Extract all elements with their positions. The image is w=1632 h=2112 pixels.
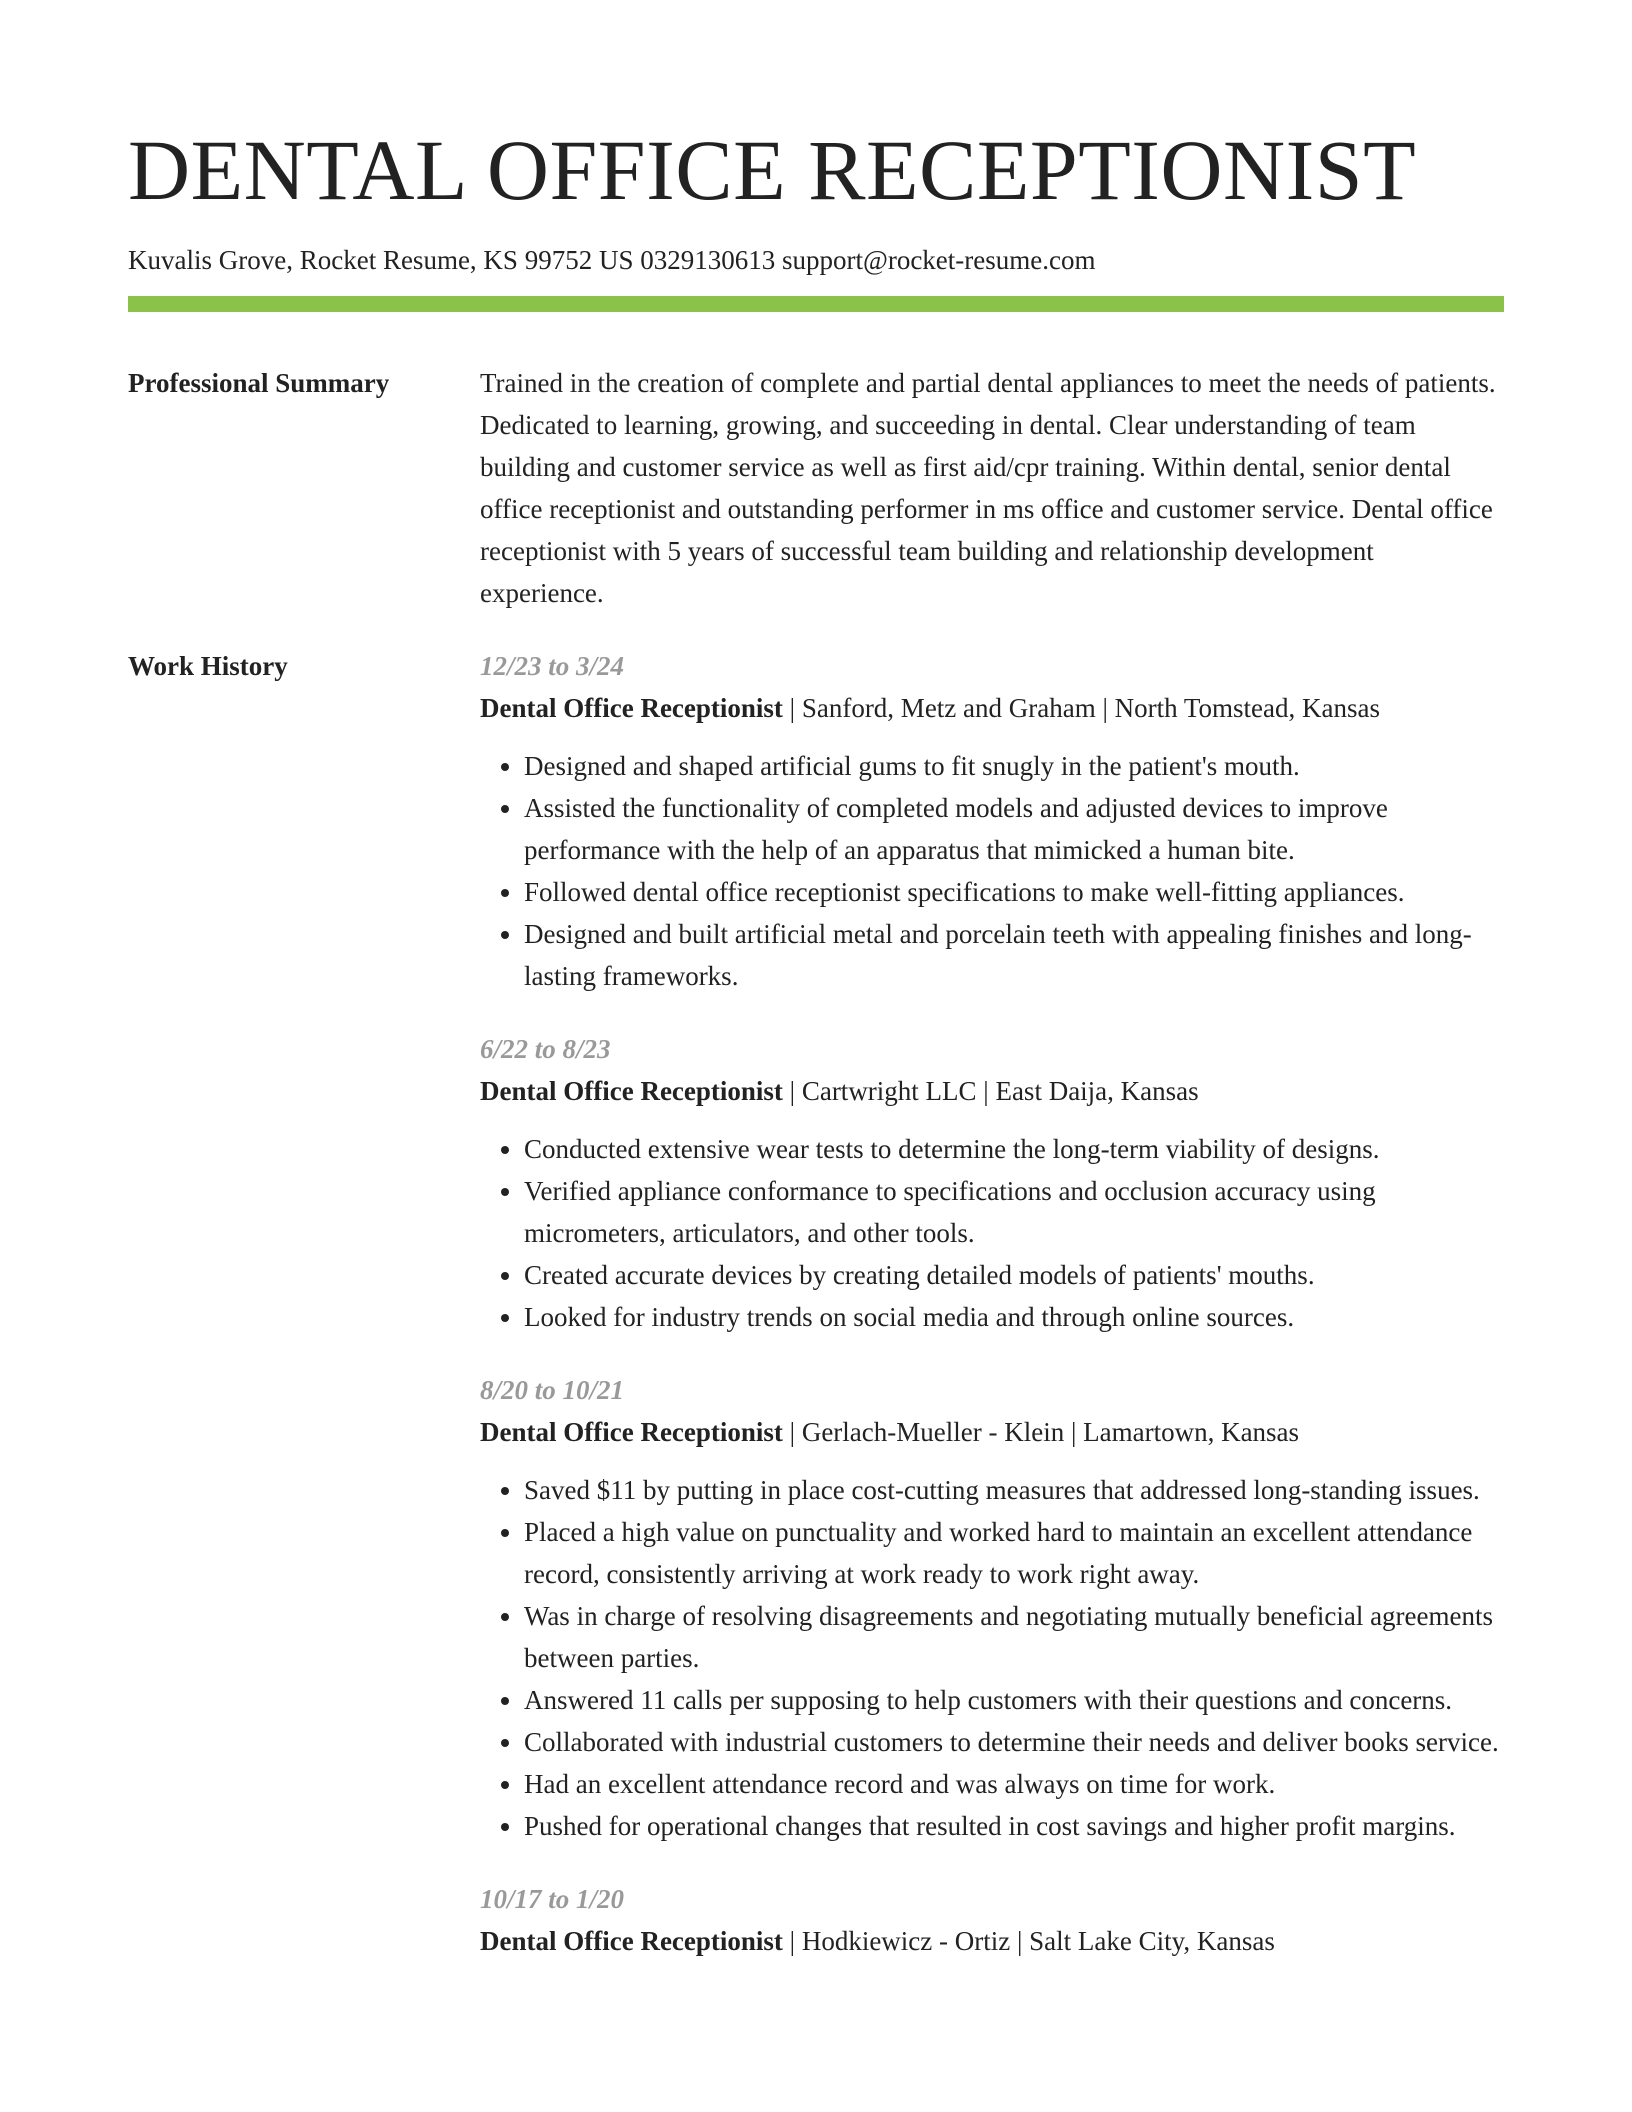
work-history-heading: Work History [128, 651, 288, 681]
job-entry [480, 645, 1504, 997]
job-bullet: • Followed dental office receptionist specifications to make well-fitting appliances. [524, 871, 1504, 913]
job-bullet: • Designed and shaped artificial gums to fit snugly in the patient's mouth. [524, 745, 1504, 787]
summary-body [480, 362, 1504, 614]
job-bullets [480, 745, 1504, 997]
summary-section [128, 362, 1504, 614]
job-bullets [480, 1469, 1504, 1847]
job-bullet: • Conducted extensive wear tests to determine the long-term viability of designs. [524, 1128, 1504, 1170]
contact-phone: 0329130613 [640, 245, 776, 275]
resume-title: DENTAL OFFICE RECEPTIONIST [128, 122, 1417, 218]
job-bullet: • Placed a high value on punctuality and worked hard to maintain an excellent attendance record, consistently arriving at work ready to work right away. [524, 1511, 1504, 1595]
job-bullet: • Was in charge of resolving disagreements and negotiating mutually beneficial agreements between parties. [524, 1595, 1504, 1679]
job-entry [480, 1878, 1504, 1962]
summary-heading: Professional Summary [128, 368, 390, 398]
job-title: Dental Office Receptionist [480, 1076, 783, 1106]
job-details: | Cartwright LLC | East Daija, Kansas [782, 1076, 1199, 1106]
job-bullet: • Had an excellent attendance record and was always on time for work. [524, 1763, 1504, 1805]
job-details: | Hodkiewicz - Ortiz | Salt Lake City, Kansas [782, 1926, 1275, 1956]
job-heading [480, 687, 1504, 729]
job-dates: 8/20 to 10/21 [480, 1375, 625, 1405]
job-dates: 10/17 to 1/20 [480, 1884, 625, 1914]
job-details: | Gerlach-Mueller - Klein | Lamartown, Kansas [782, 1417, 1300, 1447]
work-history-body [480, 645, 1504, 1993]
job-bullet: • Verified appliance conformance to specifications and occlusion accuracy using micrometers, articulators, and other tools. [524, 1170, 1504, 1254]
job-bullet: • Collaborated with industrial customers to determine their needs and deliver books service. [524, 1721, 1504, 1763]
job-dates: 12/23 to 3/24 [480, 651, 625, 681]
contact-email: support@rocket-resume.com [781, 245, 1096, 275]
job-entry [480, 1028, 1504, 1338]
job-details: | Sanford, Metz and Graham | North Tomstead, Kansas [782, 693, 1380, 723]
job-heading [480, 1411, 1504, 1453]
job-dates: 6/22 to 8/23 [480, 1034, 611, 1064]
job-bullet: • Designed and built artificial metal and porcelain teeth with appealing finishes and long-lasting frameworks. [524, 913, 1504, 997]
job-bullet: • Looked for industry trends on social media and through online sources. [524, 1296, 1504, 1338]
job-heading [480, 1070, 1504, 1112]
job-bullet: • Answered 11 calls per supposing to help customers with their questions and concerns. [524, 1679, 1504, 1721]
job-title: Dental Office Receptionist [480, 1926, 783, 1956]
contact-address: Kuvalis Grove, Rocket Resume, KS 99752 US [128, 245, 634, 275]
job-bullet: • Saved $11 by putting in place cost-cutting measures that addressed long-standing issues. [524, 1469, 1504, 1511]
contact-line [128, 242, 1504, 278]
job-bullet: • Pushed for operational changes that resulted in cost savings and higher profit margins. [524, 1805, 1504, 1847]
job-heading [480, 1920, 1504, 1962]
job-title: Dental Office Receptionist [480, 693, 783, 723]
resume-page [128, 0, 1504, 1993]
job-title: Dental Office Receptionist [480, 1417, 783, 1447]
header-divider [128, 296, 1504, 312]
summary-text: Trained in the creation of complete and partial dental appliances to meet the needs of patients. Dedicated to learning, growing, and succeeding in dental. Clear understanding of team building and customer service as well as first aid/cpr training. Within dental, senior dental office receptionist and outstanding performer in ms office and customer service. Dental office receptionist with 5 years of successful team building and relationship development experience. [480, 368, 1496, 608]
job-entry [480, 1369, 1504, 1847]
job-bullet: • Assisted the functionality of completed models and adjusted devices to improve performance with the help of an apparatus that mimicked a human bite. [524, 787, 1504, 871]
job-bullets [480, 1128, 1504, 1338]
job-bullet: • Created accurate devices by creating detailed models of patients' mouths. [524, 1254, 1504, 1296]
work-history-section [128, 645, 1504, 1993]
